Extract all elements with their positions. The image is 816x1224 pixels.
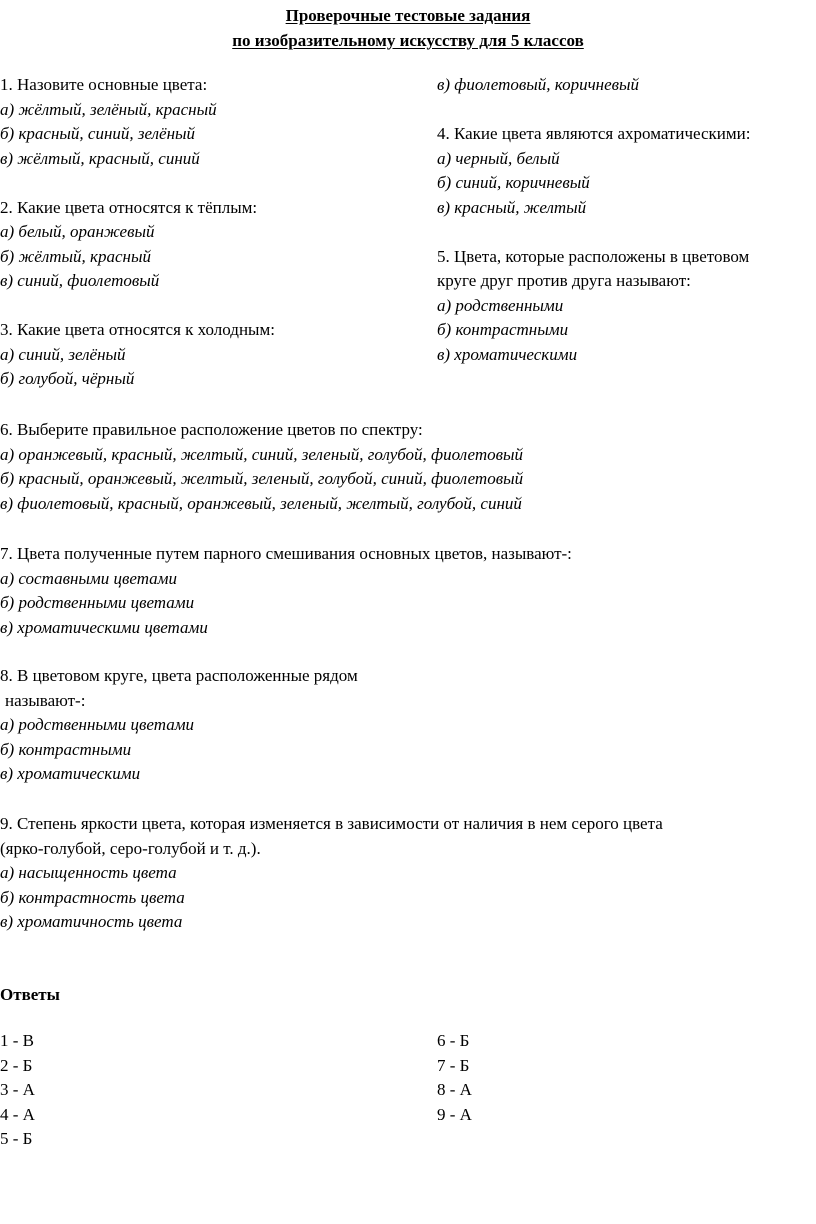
answer-5: 5 - Б: [0, 1129, 33, 1148]
question-2-option-a: а) белый, оранжевый: [0, 222, 155, 241]
question-7-option-b: б) родственными цветами: [0, 593, 195, 612]
question-4-option-b: б) синий, коричневый: [437, 173, 590, 192]
question-6-block: [0, 418, 816, 516]
question-3-option-b: б) голубой, чёрный: [0, 369, 135, 388]
question-8-line-2: называют-:: [5, 690, 86, 710]
answer-8: 8 - А: [437, 1080, 472, 1099]
answer-6: 6 - Б: [437, 1031, 470, 1050]
question-6-option-c: в) фиолетовый, красный, оранжевый, зеленый, желтый, голубой, синий: [0, 493, 522, 513]
question-9-line-1: 9. Степень яркости цвета, которая изменяется в зависимости от наличия в нем серого цвета: [0, 814, 663, 833]
left-column: [0, 73, 420, 392]
question-7-option-c: в) хроматическими цветами: [0, 617, 208, 637]
question-4-option-a: а) черный, белый: [437, 148, 560, 168]
question-1-option-b: б) красный, синий, зелёный: [0, 124, 196, 143]
document-title: [0, 4, 816, 53]
question-3-option-c: в) фиолетовый, коричневый: [437, 75, 640, 94]
question-5-line-2: круге друг против друга называют:: [437, 271, 691, 290]
question-7: 7. Цвета полученные путем парного смешивания основных цветов, называют-:: [0, 544, 572, 563]
question-9-option-c: в) хроматичность цвета: [0, 912, 183, 931]
answer-9: 9 - А: [437, 1104, 472, 1124]
question-8-line-1: 8. В цветовом круге, цвета расположенные рядом: [0, 666, 358, 685]
answers-left-column: [0, 1029, 35, 1152]
question-1-option-a: а) жёлтый, зелёный, красный: [0, 99, 217, 119]
question-9-option-b: б) контрастность цвета: [0, 887, 185, 907]
question-7-block: [0, 542, 816, 640]
question-3: 3. Какие цвета относятся к холодным:: [0, 320, 275, 339]
question-9-option-a: а) насыщенность цвета: [0, 863, 177, 882]
question-8-option-c: в) хроматическими: [0, 764, 141, 783]
question-2: 2. Какие цвета относятся к тёплым:: [0, 197, 258, 217]
question-5-option-a: а) родственными: [437, 295, 564, 315]
question-4: 4. Какие цвета являются ахроматическими:: [437, 124, 751, 143]
question-5-line-1: 5. Цвета, которые расположены в цветовом: [437, 246, 750, 266]
question-2-option-b: б) жёлтый, красный: [0, 246, 151, 266]
question-1-option-c: в) жёлтый, красный, синий: [0, 148, 200, 168]
question-9-block: [0, 812, 816, 935]
question-6-option-b: б) красный, оранжевый, желтый, зеленый, голубой, синий, фиолетовый: [0, 469, 524, 488]
question-7-option-a: а) составными цветами: [0, 568, 178, 588]
answer-3: 3 - А: [0, 1080, 35, 1099]
answer-1: 1 - В: [0, 1031, 34, 1050]
question-8-block: [0, 664, 816, 787]
question-8-option-b: б) контрастными: [0, 739, 132, 759]
question-1: 1. Назовите основные цвета:: [0, 75, 208, 94]
question-6-option-a: а) оранжевый, красный, желтый, синий, зеленый, голубой, фиолетовый: [0, 444, 524, 464]
question-9-line-2: (ярко-голубой, серо-голубой и т. д.).: [0, 838, 261, 858]
question-2-option-c: в) синий, фиолетовый: [0, 271, 160, 290]
answer-2: 2 - Б: [0, 1055, 33, 1075]
question-8-option-a: а) родственными цветами: [0, 715, 195, 734]
title-line-1: Проверочные тестовые задания: [285, 6, 531, 25]
right-column: [437, 73, 816, 367]
question-6: 6. Выберите правильное расположение цветов по спектру:: [0, 420, 423, 439]
answers-heading: Ответы: [0, 985, 60, 1004]
question-3-option-a: а) синий, зелёный: [0, 344, 126, 364]
answers-right-column: [437, 1029, 472, 1127]
question-5-option-c: в) хроматическими: [437, 344, 578, 364]
title-line-2: по изобразительному искусству для 5 классов: [232, 30, 584, 50]
question-5-option-b: б) контрастными: [437, 320, 569, 339]
question-4-option-c: в) красный, желтый: [437, 197, 587, 217]
answer-7: 7 - Б: [437, 1055, 470, 1075]
answer-4: 4 - А: [0, 1104, 35, 1124]
